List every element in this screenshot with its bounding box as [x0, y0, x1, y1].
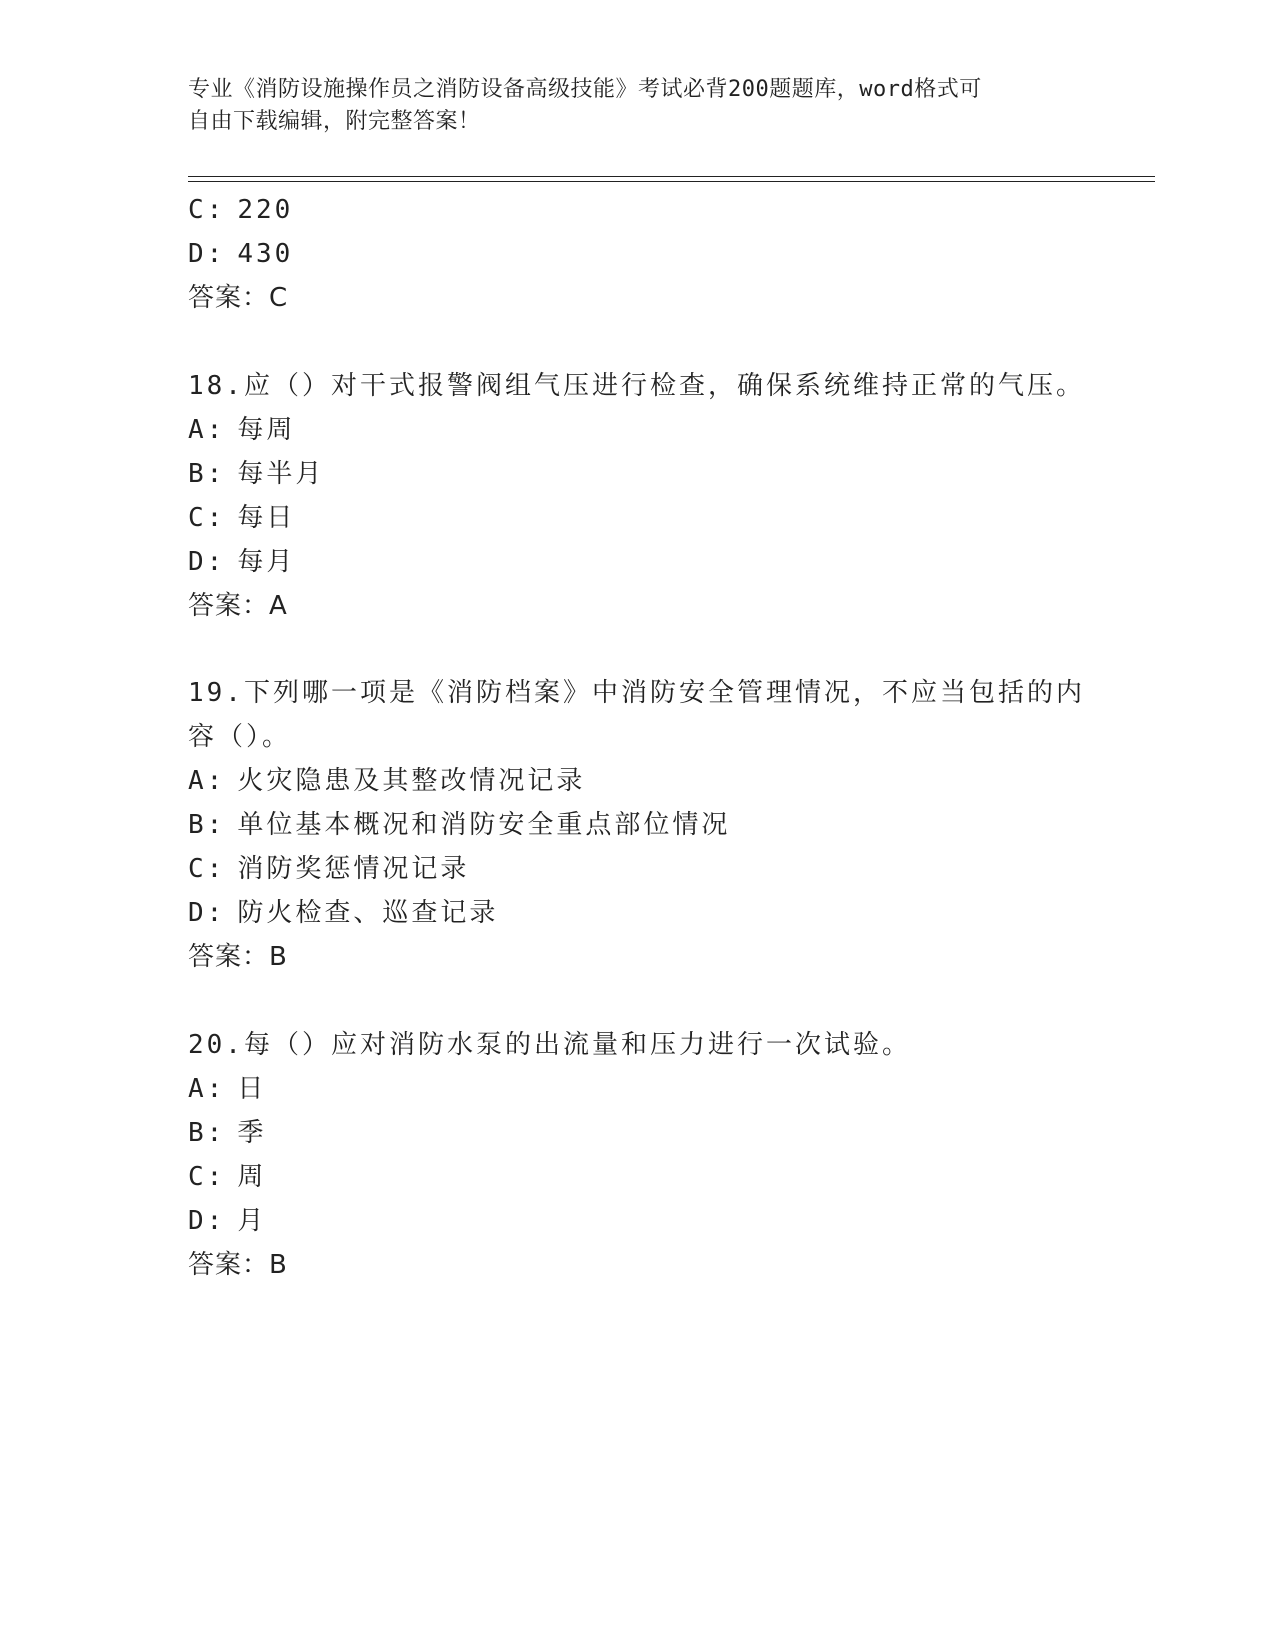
header-line-2: 自由下载编辑，附完整答案！: [188, 109, 481, 134]
option-c: C: 220: [188, 195, 294, 225]
header-divider-top: [188, 176, 1155, 177]
option-d: D: 每月: [188, 547, 296, 577]
document-header: [188, 74, 1088, 138]
answer-line: 答案：B: [188, 1250, 288, 1280]
question-18-text: 18.应（）对干式报警阀组气压进行检查，确保系统维持正常的气压。: [188, 371, 1085, 401]
question-19-text-line-1: 19.下列哪一项是《消防档案》中消防安全管理情况，不应当包括的内: [188, 678, 1085, 708]
option-a: A: 日: [188, 1074, 267, 1104]
option-b: B: 季: [188, 1118, 267, 1148]
answer-line: 答案：B: [188, 942, 288, 972]
option-a: A: 火灾隐患及其整改情况记录: [188, 766, 586, 796]
option-c: C: 周: [188, 1162, 267, 1192]
option-d: D: 430: [188, 239, 294, 269]
option-a: A: 每周: [188, 415, 296, 445]
header-divider-bottom: [188, 181, 1155, 182]
option-d: D: 防火检查、巡查记录: [188, 898, 499, 928]
option-c: C: 消防奖惩情况记录: [188, 854, 470, 884]
option-b: B: 单位基本概况和消防安全重点部位情况: [188, 810, 731, 840]
question-20-text: 20.每（）应对消防水泵的出流量和压力进行一次试验。: [188, 1030, 911, 1060]
question-19-text-line-2: 容（）。: [188, 722, 292, 752]
answer-line: 答案：A: [188, 591, 288, 621]
answer-line: 答案：C: [188, 283, 289, 313]
option-c: C: 每日: [188, 503, 296, 533]
option-b: B: 每半月: [188, 459, 325, 489]
header-line-1: 专业《消防设施操作员之消防设备高级技能》考试必背200题题库，word格式可: [188, 77, 982, 102]
option-d: D: 月: [188, 1206, 267, 1236]
